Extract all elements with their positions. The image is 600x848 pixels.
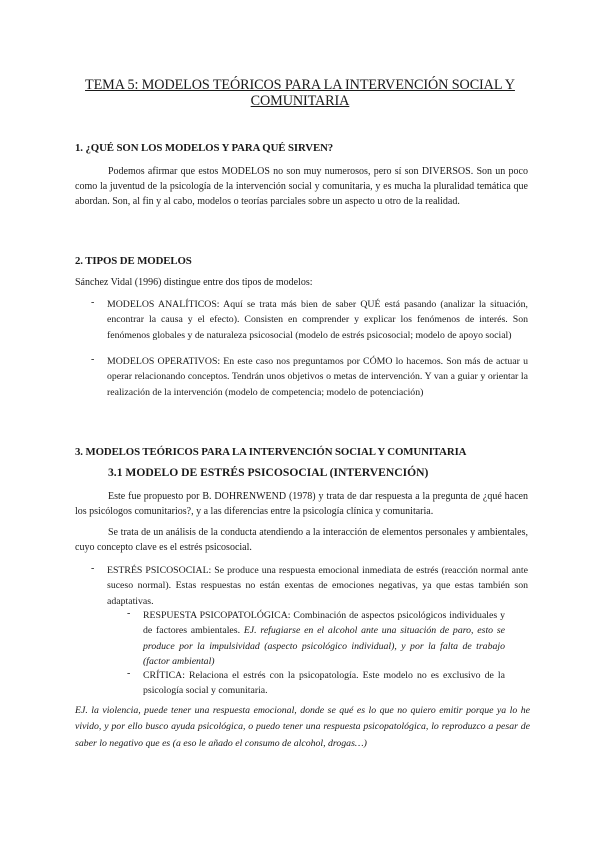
list-bullet: - (91, 354, 95, 365)
section-3-paragraph-1: Este fue propuesto por B. DOHRENWEND (1978) y trata de dar respuesta a la pregunta de ¿qué hacen los psicólogos comunitarios?, y a las diferencias entre la psicología clínica y comunitaria. (75, 491, 528, 517)
sublist-bullet: - (127, 668, 131, 679)
list-bullet: - (91, 563, 95, 574)
sublist-item-example: EJ. refugiarse en el alcohol ante una situación de paro, esto se produce por la impulsividad (aspecto psicológico individual), y por la falta de trabajo (factor ambiental) (143, 625, 506, 667)
example-paragraph: EJ. la violencia, puede tener una respuesta emocional, donde se qué es lo que no quiero emitir porque ya lo he vivido, y por ello busco ayuda psicológica, o puedo tener una respuesta psicopatológica, lo reproduzco a pesar de saber lo negativo que es (a eso le añado el consumo de alcohol, drogas…) (75, 705, 530, 749)
section-3-heading: 3. MODELOS TEÓRICOS PARA LA INTERVENCIÓN SOCIAL Y COMUNITARIA (75, 446, 467, 458)
section-3-1-heading: 3.1 MODELO DE ESTRÉS PSICOSOCIAL (INTERVENCIÓN) (108, 466, 429, 479)
section-3-paragraph-2: Se trata de un análisis de la conducta atendiendo a la interacción de elementos personales y ambientales, cuyo concepto clave es el estrés psicosocial. (75, 527, 528, 553)
list-item-operative-models: MODELOS OPERATIVOS: En este caso nos preguntamos por CÓMO lo hacemos. Son más de actuar u operar relacionando conceptos. Tendrán unos objetivos o metas de intervención. Y van a guiar y orientar la realización de la intervención (modelo de competencia; modelo de potenciación) (107, 356, 528, 398)
page-title: TEMA 5: MODELOS TEÓRICOS PARA LA INTERVENCIÓN SOCIAL Y COMUNITARIA (85, 77, 515, 109)
list-item-psychosocial-stress: ESTRÉS PSICOSOCIAL: Se produce una respuesta emocional inmediata de estrés (reacción normal ante suceso normal). Estas respuestas no están exentas de emociones negativas, ya que estas también son adaptativas. (107, 565, 528, 607)
section-1-heading: 1. ¿QUÉ SON LOS MODELOS Y PARA QUÉ SIRVEN? (75, 142, 334, 154)
section-2-intro: Sánchez Vidal (1996) distingue entre dos tipos de modelos: (75, 277, 313, 288)
sublist-item-text: RESPUESTA PSICOPATOLÓGICA: Combinación de aspectos psicológicos individuales y de factores ambientales. (143, 610, 505, 637)
sublist-item-critique: CRÍTICA: Relaciona el estrés con la psicopatología. Este modelo no es exclusivo de la psicología social y comunitaria. (143, 670, 505, 697)
section-1-paragraph: Podemos afirmar que estos MODELOS no son muy numerosos, pero sí son DIVERSOS. Son un poco como la juventud de la psicología de la intervención social y comunitaria, y es mucha la pluralidad temática que abordan. Son, al fin y al cabo, modelos o teorías parciales sobre un aspecto u otro de la realidad. (75, 166, 528, 207)
list-bullet: - (91, 297, 95, 308)
section-2-heading: 2. TIPOS DE MODELOS (75, 255, 192, 267)
sublist-bullet: - (127, 608, 131, 619)
list-item-analytic-models: MODELOS ANALÍTICOS: Aquí se trata más bien de saber QUÉ está pasando (analizar la situación, encontrar la causa y el efecto). Consisten en comprender y explicar los fenómenos de interés. Son fenómenos globales y de naturaleza psicosocial (modelo de estrés psicosocial; modelo de apoyo social) (107, 299, 528, 341)
sublist-item-psychopathological-response (143, 608, 505, 669)
